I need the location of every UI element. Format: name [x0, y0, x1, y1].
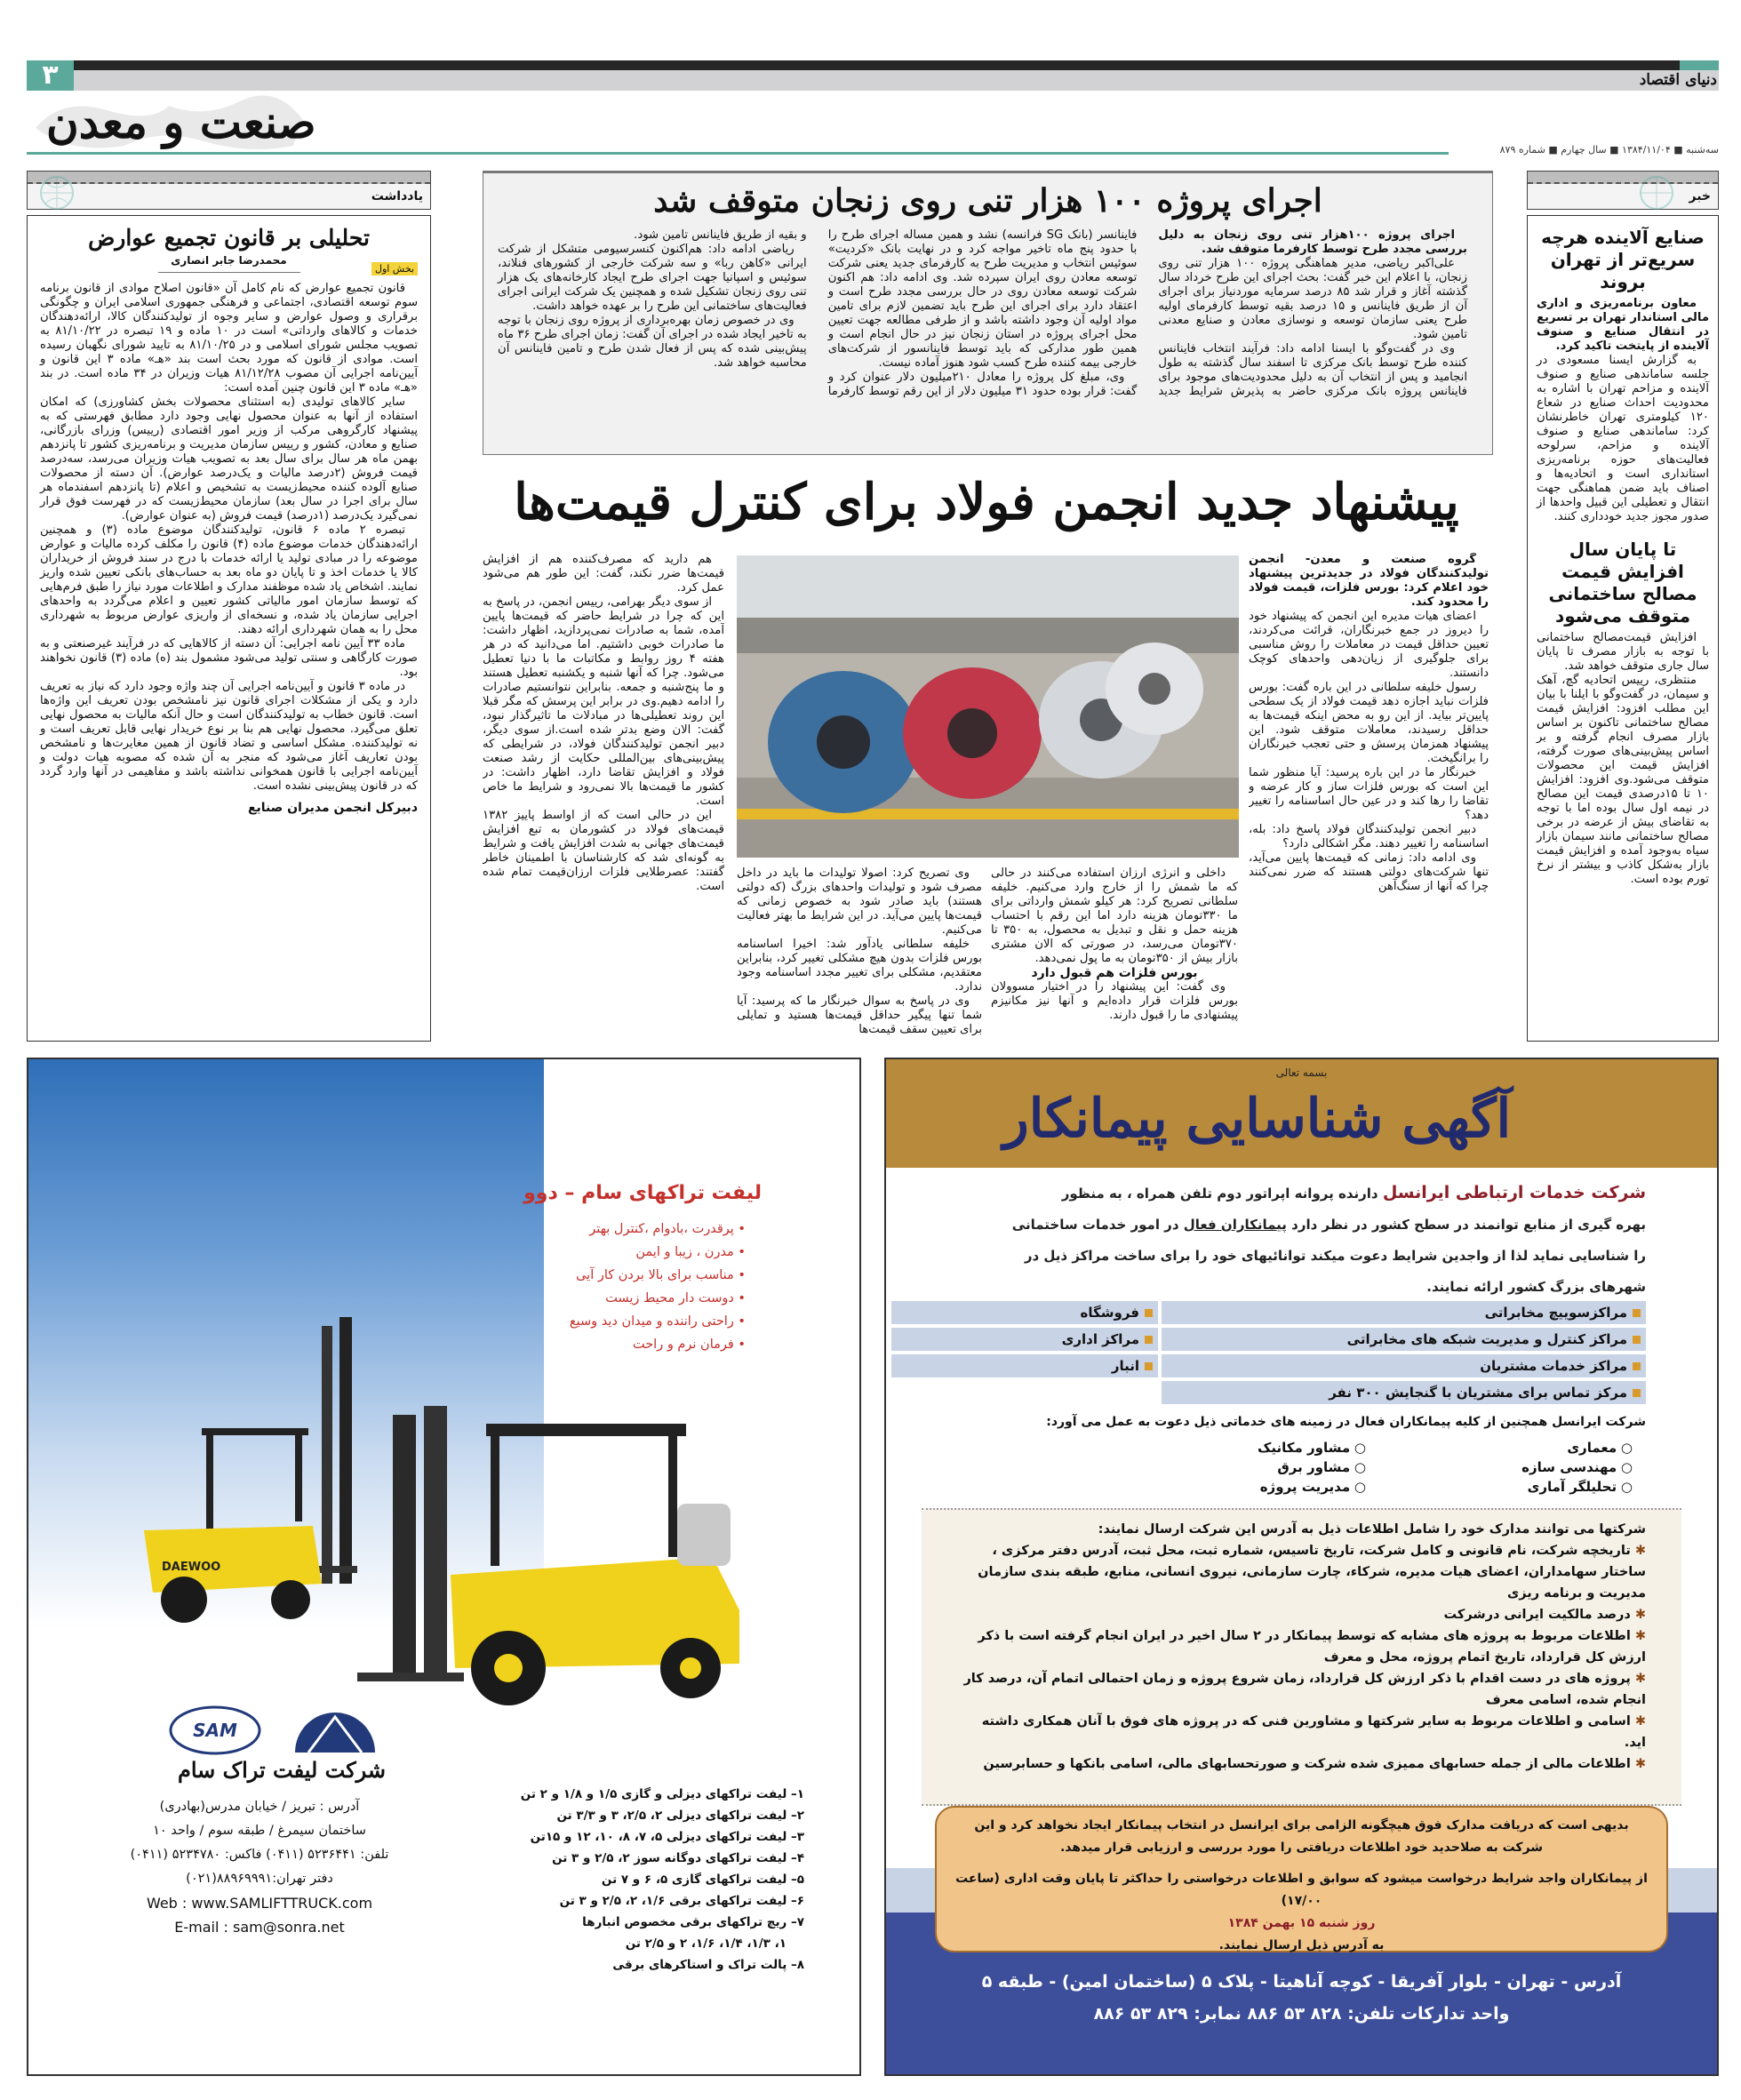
tehran-office: دفتر تهران:۸۸۹۶۹۹۹۱(۰۲۱) [186, 1872, 333, 1886]
notice-box [935, 1806, 1668, 1952]
header-accent [1680, 60, 1719, 70]
steel-column-2 [991, 866, 1238, 1042]
brief-lead: معاون برنامه‌ریزی و اداری مالی استاندار تهران بر تسریع در انتقال صنایع و صنوف آلاینده از پایتخت تاکید کرد. [1537, 297, 1709, 353]
facility-item: انبار [891, 1354, 1158, 1377]
brief-body: منتظری، رییس اتحادیه گچ، آهک و سیمان، در گفت‌وگو با ایلنا با بیان این مطلب افزود: افزایش قیمت مصالح ساختمانی تاکنون بر اساس بازار مصرف انجام گرفته و بر اساس پیش‌بینی‌های صورت گرفته، افزایش قیمت این محصولات متوقف می‌شود.وی افزود: افزایش ۱۰ تا ۱۵درصدی قیمت این مصالح در نیمه اول سال بوده اما با توجه به تقاضای بیش از عرضه در برخی مصالح ساختمانی مانند سیمان بازار سیاه به‌وجود آمده و افزایش قیمت بازار به‌شکل کاذب و بیشتر از نرخ تورم بوده است. [1537, 674, 1709, 886]
paragraph: وی در خصوص زمان بهره‌برداری از پروژه روی زنجان با توجه به تاخیر ایجاد شده در اجرای آن گفت: زمان اجرای طرح ۳۶ ماه پیش‌بینی شده که پس از فعال شدن طرح و تامین فاینانس آن محاسبه خواهد شد. [498, 314, 807, 370]
forklift-advertisement [27, 1058, 861, 2076]
paragraph: در ماده ۳ قانون و آیین‌نامه اجرایی آن چند واژه وجود دارد که نیاز به تعریف دارد و یکی از مشکلات اجرای قانون نیز نامشخص بودن تعریف این واژه‌ها است. قانون خطاب به تولیدکنندگان است و حال آنکه مالیات به محصول نهایی تعلق می‌گیرد. محصول نهایی هم بنا بر نوع خریدار نهایی قابل تعریف است و نه تولیدکننده. مشکل اساسی و تضاد قانون از همین مغایرت‌ها و نامشخص بودن تعاریف آغاز می‌شود که منجر به آن شده که مصوبه هیات دولت و آیین‌نامه اجرایی با قانون همخوانی نداشته باشد و مفاهیمی در آنها وارد گردد که در قانون پیش‌بینی نشده است. [40, 680, 418, 793]
opinion-article [27, 215, 431, 1042]
paragraph: این در حالی است که از اواسط پاییز ۱۳۸۲ قیمت‌های فولاد در کشورمان به تبع افزایش قیمت‌های جهانی به شدت افزایش یافت و شرایط به گونه‌ای شد که کارشناسان با اطمینان خاطر گفتند: عصرطلایی فلزات ارزان‌قیمت تمام شده است. [483, 809, 724, 893]
notice-text: به آدرس ذیل ارسال نمایند. [1218, 1938, 1385, 1952]
document-item: ✱ اطلاعات مربوط به پروژه های مشابه که توسط پیمانکار در ۲ سال اخیر در ایران انجام گرفته است با ذکر ارزش کل قرارداد، تاریخ اتمام پروژه، محل و معرف [957, 1625, 1646, 1668]
paragraph: وی در پاسخ به سوال خبرنگار ما که پرسید: آیا شما تنها پیگیر حداقل قیمت‌ها هستید و تمایلی برای تعیین سقف قیمت‌ها [737, 994, 982, 1036]
header-bar [74, 60, 1680, 70]
steel-column-1 [1249, 553, 1489, 1042]
main-headline: پیشنهاد جدید انجمن فولاد برای کنترل قیمت‌ها [514, 473, 1459, 531]
notice-text: بدیهی است که دریافت مدارک فوق هیچگونه الزامی برای ایرانسل در انتخاب پیمانکار ایجاد نخواهد کرد و این شرکت به صلاحدید خود اطلاعات دریافتی را مورد بررسی و ارزیابی قرار میدهد. [974, 1818, 1629, 1855]
large-forklift [357, 1406, 739, 1705]
services-intro: شرکت ایرانسل همچنین از کلیه پیمانکاران فعال در زمینه های خدماتی ذیل دعوت به عمل می آورد: [1046, 1415, 1646, 1429]
paragraph: وی تصریح کرد: اصولا تولیدات ما باید در داخل مصرف شود و تولیدات واحدهای بزرگ (که دولتی هستند) باید صادر شود به خصوص زمانی که قیمت‌ها پایین می‌آید. در این شرایط ما بهتر فعالیت می‌کنیم. [737, 866, 982, 937]
page-number: ۳ [27, 60, 74, 91]
service-item: ○ تحلیلگر آماری [1366, 1479, 1633, 1495]
paragraph: هم دارید که مصرف‌کننده هم از افزایش قیمت‌ها ضرر نکند، گفت: این طور هم می‌شود عمل کرد. [483, 553, 724, 595]
documents-section [922, 1508, 1681, 1806]
model-item: ۳– لیفت تراکهای دیزلی ۵، ۷، ۸، ۱۰، ۱۲ و ۱۵تن [530, 1830, 804, 1844]
article-author: محمدرضا جابر انصاری [158, 254, 300, 273]
paragraph: قانون تجمیع عوارض که نام کامل آن «قانون اصلاح موادی از قانون برنامه سوم توسعه اقتصادی، اجتماعی و فرهنگی جمهوری اسلامی ایران و چگونگی برقراری و وصول عوارض و سایر وجوه از تولیدکنندگان کالا، ارائه‌دهندگان خدمات و کالاهای وارداتی» است در ۱۰ ماده و ۱۹ تبصره در ۸۱/۱۰/۲۲ به تصویب مجلس شورای اسلامی و در ۸۱/۱۰/۲۵ به تایید شورای نگهبان رسیده است. موادی از قانون که مورد بحث است بند «هـ» ماده ۳ این قانون و آیین‌نامه اجرایی آن مصوب ۸۱/۱۲/۲۸ هیات وزیران در ۳۴ ماده است. در بند «هـ» ماده ۳ این قانون چنین آمده است: [40, 282, 419, 395]
company-name: شرکت خدمات ارتباطی ایرانسل [1382, 1183, 1646, 1202]
column-tag-news [1527, 171, 1719, 210]
ad-intro [939, 1178, 1646, 1303]
section-title: صنعت و معدن [46, 96, 316, 148]
deadline: روز شنبه ۱۵ بهمن ۱۳۸۴ [1227, 1916, 1376, 1930]
address-line: ساختمان سیمرغ / طبقه سوم / واحد ۱۰ [153, 1824, 366, 1838]
model-item: ۴– لیفت تراکهای دوگانه سوز ۲، ۲/۵ و ۳ تن [552, 1851, 804, 1865]
article-title: تحلیلی بر قانون تجمیع عوارض [88, 225, 370, 251]
model-item: ۸– پالت تراک و استاکرهای برقی [612, 1958, 804, 1972]
story-title: اجرای پروژه ۱۰۰ هزار تنی روی زنجان متوقف شد [653, 182, 1322, 220]
paragraph: وی ادامه داد: زمانی که قیمت‌ها پایین می‌آید، تنها شرکت‌های دولتی هستند که ضرر نمی‌کنند چرا که آنها از سنگ‌آهن [1249, 851, 1489, 893]
address-line: آدرس : تبریز / خیابان مدرس(بهادری) [159, 1800, 360, 1814]
brief-lead: افزایش قیمت‌مصالح ساختمانی با توجه به بازار مصرف تا پایان سال جاری متوقف خواهد شد. [1537, 631, 1709, 673]
paragraph: وی، مبلغ کل پروژه را معادل ۲۱۰میلیون دلار عنوان کرد و گفت: قرار بوده حدود ۳۱ میلیون دلار از این رقم توسط کارفرما و بقیه از طریق فاینانس تامین شود. [634, 228, 1138, 398]
newspaper-logo: دنیای اقتصاد [1639, 71, 1717, 89]
globe-icon [35, 175, 79, 211]
website-link[interactable]: Web : www.SAMLIFTTRUCK.com [146, 1895, 373, 1912]
paragraph: تبصره ۲ ماده ۶ قانون، تولیدکنندگان موضوع ماده (۳) و همچنین ارائه‌دهندگان خدمات موضوع ماده (۴) قانون را مکلف کرده مالیات و عوارض موضوعه را در مبادی تولید یا ارائه خدمات با درج در سند فروش از خریداران کالا یا خدمات اخذ و تا پایان دو ماه بعد به حساب‌های بانکی تعیین شده واریز نمایند. اشخاص یاد شده موظفند مدارک و اطلاعات مورد نیاز را طبق فرم‌هایی که توسط سازمان امور مالیاتی کشور تعیین و اعلام می‌گردد به واحدهای اجرایی سازمان یاد شده، و نسخه‌ای از واریزی عوارض مربوط به شهرداری محل را به همان شهرداری ارائه دهند. [40, 523, 418, 636]
company-logos [162, 1704, 437, 1757]
brief-title: تا پایان سال افزایش قیمت مصالح ساختمانی متوقف می‌شود [1548, 539, 1697, 627]
notice-text: از پیمانکاران واجد شرایط درخواست میشود که سوابق و اطلاعات درخواستی را حداکثر تا پایان وقت اداری (ساعت ۱۷/۰۰) [955, 1872, 1648, 1908]
intro-text: را شناسایی نماید لذا از واجدین شرایط دعوت میکند توانائیهای خود را برای ساخت مراکز ذیل در [1024, 1248, 1646, 1264]
forklifts-image [100, 1317, 828, 1708]
brief-body: به گزارش ایسنا مسعودی در جلسه ساماندهی صنایع و صنوف آلاینده و مزاحم تهران با اشاره به محدودیت احداث صنایع در شعاع ۱۲۰ کیلومتری تهران خاطرنشان کرد: ساماندهی صنایع و صنوف آلاینده و مزاحم، سرلوحه فعالیت‌های حوزه برنامه‌ریزی استانداری است و اتحادیه‌ها و اصناف باید ضمن هماهنگی جهت انتقال و تعطیلی این قبیل واحدها از صدور مجوز جدید خودداری کنند. [1537, 354, 1709, 523]
model-item: ۲– لیفت تراکهای دیزلی ۲، ۲/۵، ۳ و ۳/۳ تن [556, 1809, 804, 1823]
service-item: ○ مدیریت پروژه [1099, 1479, 1366, 1495]
bismillah: بسمه تعالی [1275, 1066, 1328, 1079]
paragraph: دبیر انجمن تولیدکنندگان فولاد پاسخ داد: بله، اساسنامه را تغییر دهند. مگر اشکالی دارد؟ [1249, 823, 1489, 850]
facility-item: فروشگاه [891, 1301, 1158, 1324]
company-name: شرکت لیفت تراک سام [177, 1757, 387, 1783]
contact-info [64, 1795, 455, 1939]
article-body [40, 282, 418, 794]
model-item: ۱، ۱/۳، ۱/۴، ۱/۶، ۲ و ۲/۵ تن [625, 1936, 787, 1951]
feature-item: • مدرن ، زیبا و ایمن [570, 1241, 746, 1264]
service-item: ○ مهندسی سازه [1366, 1459, 1633, 1475]
paragraph: سایر کالاهای تولیدی (به استثنای محصولات بخش کشاورزی) که امکان استفاده از آنها به عنوان محصول نهایی وجود دارد مطابق فهرستی که به پیشنهاد کارگروهی مرکب از وزیر امور اقتصادی (رییس) وزرای بازرگانی، صنایع و معادن، کشور و رییس سازمان مدیریت و برنامه‌ریزی کشور تا پانزدهم بهمن ماه هر سال برای سال بعد به تصویب هیات وزیران می‌رسد، سه‌درصد قیمت فروش (۲درصد مالیات و یک‌درصد عوارض). آن دسته از محصولات صنایع آلوده کننده محیط‌زیست به تشخیص و اعلام (تا پانزدهم اسفندماه هر سال برای اجرا در سال بعد) سازمان محیط‌زیست که در فهرست فوق قرار نمی‌گیرد یک‌درصد (۱درصد) قیمت فروش (به عنوان عوارض). [40, 395, 418, 523]
globe-icon [1634, 175, 1679, 211]
ad-title: لیفت تراکهای سام – دوو [523, 1182, 762, 1204]
paragraph: از سوی دیگر بهرامی، رییس انجمن، در پاسخ به این که چرا در شرایط حاضر که قیمت‌ها پایین آمده، شما به صادرات نمی‌پردازید، اظهار داشت: ما صادرات خوبی داشتیم. اما می‌دانید که در هر هفته ۴ روز روابط و مکاتبات ما با دنیا تعطیل می‌شود. چرا که آنها شنبه و یکشنبه تعطیل هستند و ما پنج‌شنبه و جمعه. بنابراین نتوانستیم صادرات را ادامه دهیم.وی در برابر این پرسش که مگر قبلا این روند تعطیلی‌ها در مبادلات ما تاثیرگذار نبود، گفت: الان وضع بدتر شده است.از سوی دیگر، دبیر انجمن تولیدکنندگان فولاد، در شرایطی که پیش‌بینی‌های بین‌المللی حکایت از رشد صنعت فولاد و افزایش تقاضا دارد، اظهار داشت: در کشور ما قیمت‌ها بالا نمی‌رود و شرایط ما خاص است. [483, 595, 724, 808]
model-item: ۵– لیفت تراکهای گازی ۵، ۶ و ۷ تن [601, 1872, 804, 1887]
paragraph: خبرنگار ما در این باره پرسید: آیا منظور شما این است که بورس فلزات ساز و کار عرضه و تقاضا را رها کند و در عین حال اساسنامه را تغییر دهد؟ [1249, 766, 1489, 822]
address-line: آدرس - تهران - بلوار آفریقا - کوچه آناهیتا - پلاک ۵ (ساختمان امین) - طبقه ۵ [981, 1972, 1622, 1992]
news-briefs [1527, 215, 1719, 1042]
coil-silver-2 [1106, 643, 1203, 735]
paragraph: وی گفت: این پیشنهاد را در اختیار مسوولان بورس فلزات قرار داده‌ایم و آنها نیز مکانیزم پیشنهادی ما را قبول دارند. [991, 980, 1238, 1022]
intro-text: دارنده پروانه اپراتور دوم تلفن همراه ، به منظور [1061, 1186, 1378, 1202]
coil-red [903, 667, 1042, 799]
service-item: ○ معماری [1366, 1440, 1633, 1456]
service-item: ○ مشاور برق [1099, 1459, 1366, 1475]
feature-item: • مناسب برای بالا بردن کار آیی [570, 1264, 746, 1287]
steel-coils-photo [737, 555, 1239, 858]
phone-line: تلفن: ۵۲۳۶۴۴۱ (۰۴۱۱) فاکس: ۵۲۳۴۷۸۰ (۰۴۱۱) [130, 1848, 389, 1862]
services-list [1099, 1440, 1633, 1495]
service-item: ○ مشاور مکانیک [1099, 1440, 1366, 1456]
story-lead: گروه صنعت و معدن- انجمن تولیدکنندگان فولاد در جدیدترین پیشنهاد خود اعلام کرد: بورس فلزات، قیمت فولاد را محدود کند. [1249, 553, 1489, 609]
part-badge: بخش اول [371, 262, 418, 275]
contact-line: واحد تدارکات تلفن: ۸۲۸ ۵۳ ۸۸۶ نمابر: ۸۲۹ ۵۳ ۸۸۶ [1093, 2004, 1510, 2024]
feature-item: • پرقدرت ،بادوام ،کنترل بهتر [570, 1218, 746, 1241]
model-list [413, 1784, 804, 1976]
ad-title: آگهی شناسایی پیمانکار [1002, 1088, 1512, 1150]
small-forklift [144, 1317, 357, 1623]
model-item: ۶– لیفت تراکهای برقی ۱/۶، ۲، ۲/۵ و ۳ تن [559, 1894, 804, 1908]
paragraph: خلیفه سلطانی یادآور شد: اخیرا اساسنامه بورس فلزات بدون هیچ مشکلی تغییر کرد، بنابراین معتقدیم، مشکلی برای تغییر مجدد اساسنامه وجود ندارد. [737, 938, 982, 994]
document-item: ✱ تاریخچه شرکت، نام قانونی و کامل شرکت، تاریخ تاسیس، شماره ثبت، محل ثبت، آدرس دفتر مرکزی ، ساختار سهامداران، اعضای هیات مدیره، شرکاء، چارت سازمانی، نیروی انسانی، منابع، طبقه بندی سازمان مدیریت و برنامه ریزی [957, 1540, 1646, 1604]
dateline: سه‌شنبه ■ ۱۳۸۴/۱۱/۰۴ ■ سال چهارم ■ شماره ۸۷۹ [1499, 144, 1719, 156]
paragraph: داخلی و انرژی ارزان استفاده می‌کنند در حالی که ما شمش را از خارج وارد می‌کنیم. خلیفه سلطانی تصریح کرد: هر کیلو شمش وارداتی برای ما ۳۳۰تومان هزینه دارد اما این رقم با احتساب هزینه حمل و نقل و تبدیل به محصول، به ۳۵۰ تا ۳۷۰تومان می‌رسد، در صورتی که الان مشتری بازار بیش از ۳۵۰تومان به ما پول نمی‌دهد. [991, 866, 1238, 965]
header-band [74, 70, 1719, 91]
coil-blue [768, 671, 919, 813]
ad-header [886, 1059, 1717, 1168]
author-signature: دبیرکل انجمن مدیران صنایع [247, 801, 418, 815]
document-item: ✱ پروژه های در دست اقدام با ذکر ارزش کل قرارداد، زمان شروع پروژه و زمان احتمالی اتمام آن، درصد کار انجام شده، اسامی معرف [957, 1668, 1646, 1711]
intro-text: بهره گیری از منابع توانمند در سطح کشور در نظر دارد [1291, 1217, 1646, 1233]
ad-address [886, 1966, 1717, 2030]
documents-intro: شرکتها می توانند مدارک خود را شامل اطلاعات ذیل به آدرس این شرکت ارسال نمایند: [1098, 1522, 1646, 1537]
steel-column-4 [483, 553, 724, 1042]
tag-label: یادداشت [371, 189, 423, 204]
zinc-story [483, 171, 1493, 455]
story-lead: اجرای پروژه ۱۰۰هزار تنی روی زنجان به دلیل بررسی مجدد طرح توسط کارفرما متوقف شد. [1158, 228, 1467, 256]
facility-item: مرکز تماس برای مشتریان با گنجایش ۳۰۰ نفر [1162, 1381, 1646, 1404]
brief-title: صنایع آلاینده هرچه سریع‌تر از تهران بروند [1541, 227, 1705, 292]
steel-column-3 [737, 866, 982, 1042]
paragraph: ریاضی ادامه داد: هم‌اکنون کنسرسیومی متشکل از شرکت ایرانی «کاهن ربا» و سه شرکت خارجی از کشورهای فنلاند، سوئیس و اسپانیا جهت اجرای طرح ایجاد کارخانه‌های یک هزار تنی روی زنجان تشکیل شده و همچنین یک شرکت ایرانی اجرای فعالیت‌های ساختمانی این طرح را بر عهده خواهد داشت. [498, 243, 807, 313]
paragraph: اعضای هیات مدیره این انجمن که پیشنهاد خود را دیروز در جمع خبرنگاران، قرائت می‌کردند، تعیین حداقل قیمت در معاملات را روش مناسبی برای جلوگیری از زیان‌دهی واحدهای کوچک دانستند. [1249, 610, 1489, 680]
document-item: ✱ اسامی و اطلاعات مربوط به سایر شرکتها و مشاورین فنی که در پروژه های فوق با آنان همکاری داشته اید. [957, 1711, 1646, 1753]
paragraph: رسول خلیفه سلطانی در این باره گفت: بورس فلزات نباید اجازه دهد قیمت فولاد از یک سطحی پایین‌تر بیاید. از این رو به محض اینکه قیمت‌ها به حداقل رسیدند، معاملات متوقف شود. این پیشنهاد همزمان پرسش و حتی تعجب خبرنگاران را برانگیخت. [1249, 681, 1489, 765]
facility-item: مراکزسوییچ مخابراتی [1162, 1301, 1646, 1324]
feature-item: • فرمان نرم و راحت [570, 1333, 746, 1356]
model-item: ۷– ریچ تراکهای برقی مخصوص انبارها [582, 1915, 804, 1929]
column-tag-note [27, 171, 431, 210]
intro-text: شهرهای بزرگ کشور ارائه نمایند. [1426, 1279, 1646, 1295]
feature-item: • راحتی راننده و میدان دید وسیع [570, 1310, 746, 1333]
tag-label: خبر [1689, 189, 1711, 204]
facility-item: مراکز کنترل و مدیریت شبکه های مخابراتی [1162, 1328, 1646, 1351]
intro-text: در امور خدمات ساختمانی [1011, 1217, 1179, 1233]
story-body [498, 228, 1467, 451]
highlight-text: پیمانکاران فعال [1183, 1217, 1287, 1233]
facility-item: مراکز اداری [891, 1328, 1158, 1351]
facility-item: مراکز خدمات مشتریان [1162, 1354, 1646, 1377]
feature-item: • دوست دار محیط زیست [570, 1287, 746, 1310]
paragraph: وی در گفت‌وگو با ایسنا ادامه داد: فرآیند انتخاب فاینانس کننده طرح توسط بانک مرکزی تا اسفند سال گذشته به طول انجامید و پس از انتخاب آن به دلیل محدودیت‌های موجود برای فاینانس پروژه بانک مرکزی حاضر به پذیرش شرایط جدید فاینانسر (بانک SG فرانسه) نشد و همین مساله اجرای طرح را با حدود پنج ماه تاخیر مواجه کرد و در نهایت بانک «کردیت» سوئیس انتخاب و مدیریت طرح به کارفرمای جدید یعنی شرکت توسعه معادن روی ایران سپرده شد. وی ادامه داد: هم اکنون شرکت توسعه معادن روی در حال بررسی مجدد طرح است و اعتقاد دارد برای اجرای این طرح باید تضمین لازم برای تامین مواد اولیه آن وجود داشته باشد و از طرفی مطالعه جهت تعیین محل اجرای پروژه در استان زنجان نیز در حال انجام است و همین طور مدارکی که باید توسط فاینانسور از شرکت‌های خارجی بیمه کننده طرح کسب شود هنوز آماده نیست. [827, 228, 1467, 398]
header-rule [27, 152, 1449, 155]
sam-logo-text: SAM [193, 1720, 237, 1741]
paragraph: ماده ۳۳ آیین نامه اجرایی: آن دسته از کالاهایی که در فرآیند غیرصنعتی و به صورت کارگاهی و سنتی تولید می‌شود مشمول بند (ه) ماده (۳) قانون نخواهند بود. [40, 637, 418, 679]
truck-brand: DAEWOO [162, 1561, 221, 1574]
model-item: ۱– لیفت تراکهای دیزلی و گازی ۱/۵ و ۱/۸ و ۲ تن [520, 1787, 804, 1801]
contractor-advertisement [884, 1058, 1719, 2076]
document-item: ✱ درصد مالکیت ایرانی درشرکت [957, 1604, 1646, 1625]
document-item: ✱ اطلاعات مالی از جمله حسابهای ممیزی شده شرکت و صورتحسابهای مالی، اسامی بانکها و حسابرسین [957, 1753, 1646, 1775]
paragraph: علی‌اکبر ریاضی، مدیر هماهنگی پروژه ۱۰۰ هزار تنی روی زنجان، با اعلام این خبر گفت: بحث اجرای این طرح خرداد سال گذشته آغاز و قرار شد ۸۵ درصد سرمایه موردنیاز برای اجرای آن از طریق فاینانس و ۱۵ درصد بقیه توسط کارفرمای اولیه طرح یعنی سازمان توسعه و نوسازی معادن و صنایع معدنی تامین شود. [1158, 257, 1467, 341]
subheading: بورس فلزات هم قبول دارد [1031, 966, 1198, 980]
facility-grid [886, 1301, 1646, 1408]
email-link[interactable]: E-mail : sam@sonra.net [174, 1919, 345, 1936]
